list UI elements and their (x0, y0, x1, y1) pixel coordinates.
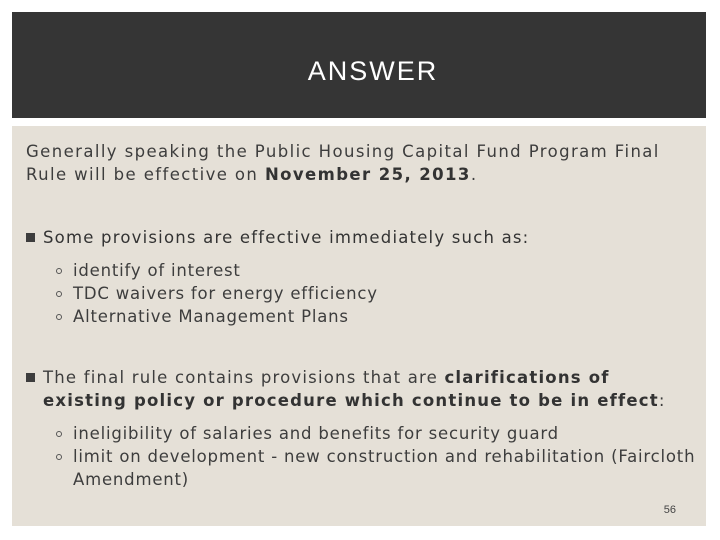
list-item (56, 259, 696, 282)
intro-period: . (470, 165, 478, 184)
page-number: 56 (663, 504, 676, 516)
final-rule-emphasis: clarifications of existing policy or procedure which continue to be in effect (43, 368, 659, 410)
intro-paragraph (26, 140, 696, 186)
final-rule-text: The final rule contains provisions that are (43, 368, 445, 387)
bullet-final-rule (26, 366, 696, 412)
list-item-text: Alternative Management Plans (73, 307, 349, 326)
list-item (56, 282, 696, 305)
circle-bullet-icon (56, 268, 62, 274)
circle-bullet-icon (56, 314, 62, 320)
intro-text: Generally speaking the Public Housing Capital Fund Program Final Rule will be effective on (26, 142, 660, 184)
immediate-provisions-list (56, 259, 696, 328)
circle-bullet-icon (56, 291, 62, 297)
list-item (56, 445, 696, 491)
list-item-text: TDC waivers for energy efficiency (73, 284, 378, 303)
list-item (56, 305, 696, 328)
square-bullet-icon (26, 233, 35, 242)
circle-bullet-icon (56, 454, 62, 460)
slide-content (12, 126, 706, 526)
continuing-provisions-list (56, 422, 696, 491)
bullet-immediate-text: Some provisions are effective immediately such as: (43, 228, 530, 247)
list-item-text: identify of interest (73, 261, 241, 280)
slide-header (12, 12, 706, 118)
circle-bullet-icon (56, 431, 62, 437)
list-item (56, 422, 696, 445)
final-rule-colon: : (658, 391, 666, 410)
list-item-text: limit on development - new construction and rehabilitation (Faircloth Amendment) (73, 447, 696, 489)
list-item-text: ineligibility of salaries and benefits for security guard (73, 424, 559, 443)
slide-title: ANSWER (307, 56, 439, 86)
effective-date: November 25, 2013 (264, 165, 471, 184)
bullet-immediate-provisions (26, 226, 696, 249)
square-bullet-icon (26, 373, 35, 382)
